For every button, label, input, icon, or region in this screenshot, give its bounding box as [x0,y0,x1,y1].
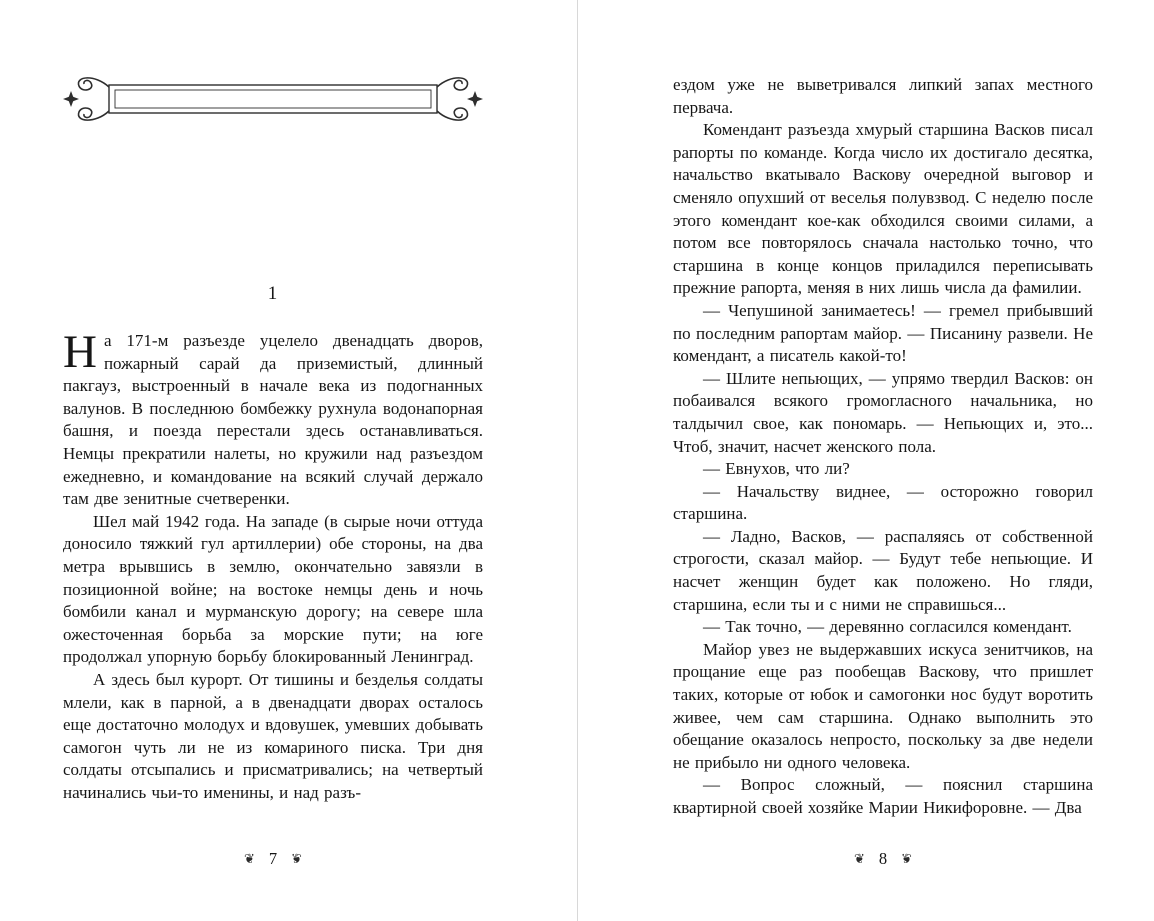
paragraph: — Ладно, Васков, — распаляясь от собственной строгости, сказал майор. — Будут тебе непьющие. И насчет женщин будет как положено. Но гляди, старшина, если ты и с ними не справишься... [673,526,1093,614]
paragraph: — Чепушиной занимаетесь! — гремел прибывший по последним рапортам майор. — Писанину развели. Не комендант, а писатель какой-то! [673,300,1093,366]
header-ornament-icon [63,76,483,122]
paragraph: Майор увез не выдержавших искуса зенитчиков, на прощание еще раз пообещав Васкову, что пришлет таких, которые от юбок и самогонки нос будут воротить живее, чем сам старшина. Однако выполнить это обещание оказалось непросто, поскольку за две недели не прибыло ни одного человека. [673,639,1093,772]
page-number: 7 [268,849,278,868]
paragraph: ездом уже не выветривался липкий запах местного первача. [673,75,1093,117]
paragraph: — Так точно, — деревянно согласился комендант. [703,617,1072,637]
drop-cap: Н [63,326,97,378]
paragraph: А здесь был курорт. От тишины и безделья солдаты млели, как в парной, а в двенадцати дворах осталось еще достаточно молодух и вдовушек, умевших добывать самогон чуть ли не из комариного писка. Три дня солдаты отсыпались и присматривались; на четвертый начинались чьи-то именины, и над разъ- [63,669,483,802]
fleuron-icon: ❦ [901,852,913,867]
fleuron-icon: ❦ [243,852,255,867]
page-right [577,0,1154,921]
paragraph: Комендант разъезда хмурый старшина Васков писал рапорты по команде. Когда число их достигало десятка, начальство вкатывало Васкову очередной выговор и сменяло опухший от веселья полувзвод. С неделю после этого комендант кое-как обходился своими силами, а потом все повторялось сначала настолько точно, что старшина в конце концов приладился переписывать прежние рапорта, меняя в них лишь числа да фамилии. [673,120,1093,298]
left-page-text [63,326,483,804]
paragraph: Шел май 1942 года. На западе (в сырые ночи оттуда доносило тяжкий гул артиллерии) обе стороны, на два метра врывшись в землю, окончательно завязли в позиционной войне; на востоке немцы день и ночь бомбили канал и мурманскую дорогу; на севере шла ожесточенная борьба за морские пути; на юге продолжал упорную борьбу блокированный Ленинград. [63,511,483,667]
paragraph-text: а 171-м разъезде уцелело двенадцать дворов, пожарный сарай да приземистый, длинный пакгауз, выстроенный в начале века из подогнанных валунов. В последнюю бомбежку рухнула водонапорная башня, и поезда перестали здесь останавливаться. Немцы прекратили налеты, но кружили над разъездом ежедневно, и командование на всякий случай держало там две зенитные счетверенки. [63,331,483,509]
chapter-number: 1 [267,283,279,304]
paragraph: — Шлите непьющих, — упрямо твердил Васков: он побаивался всякого громогласного начальника, но талдычил свое, как пономарь. — Непьющих и, это... Чтоб, значит, насчет женского пола. [673,368,1093,456]
page-footer [63,849,483,869]
paragraph: — Вопрос сложный, — пояснил старшина квартирной своей хозяйке Марии Никифоровне. — Два [673,775,1093,817]
fleuron-icon: ❦ [291,852,303,867]
page-footer [673,849,1093,869]
right-page-text [673,74,1093,820]
page-number: 8 [878,849,888,868]
paragraph: — Начальству виднее, — осторожно говорил старшина. [673,481,1093,524]
paragraph: — Евнухов, что ли? [703,459,850,479]
fleuron-icon: ❦ [853,852,865,867]
paragraph [63,326,483,511]
